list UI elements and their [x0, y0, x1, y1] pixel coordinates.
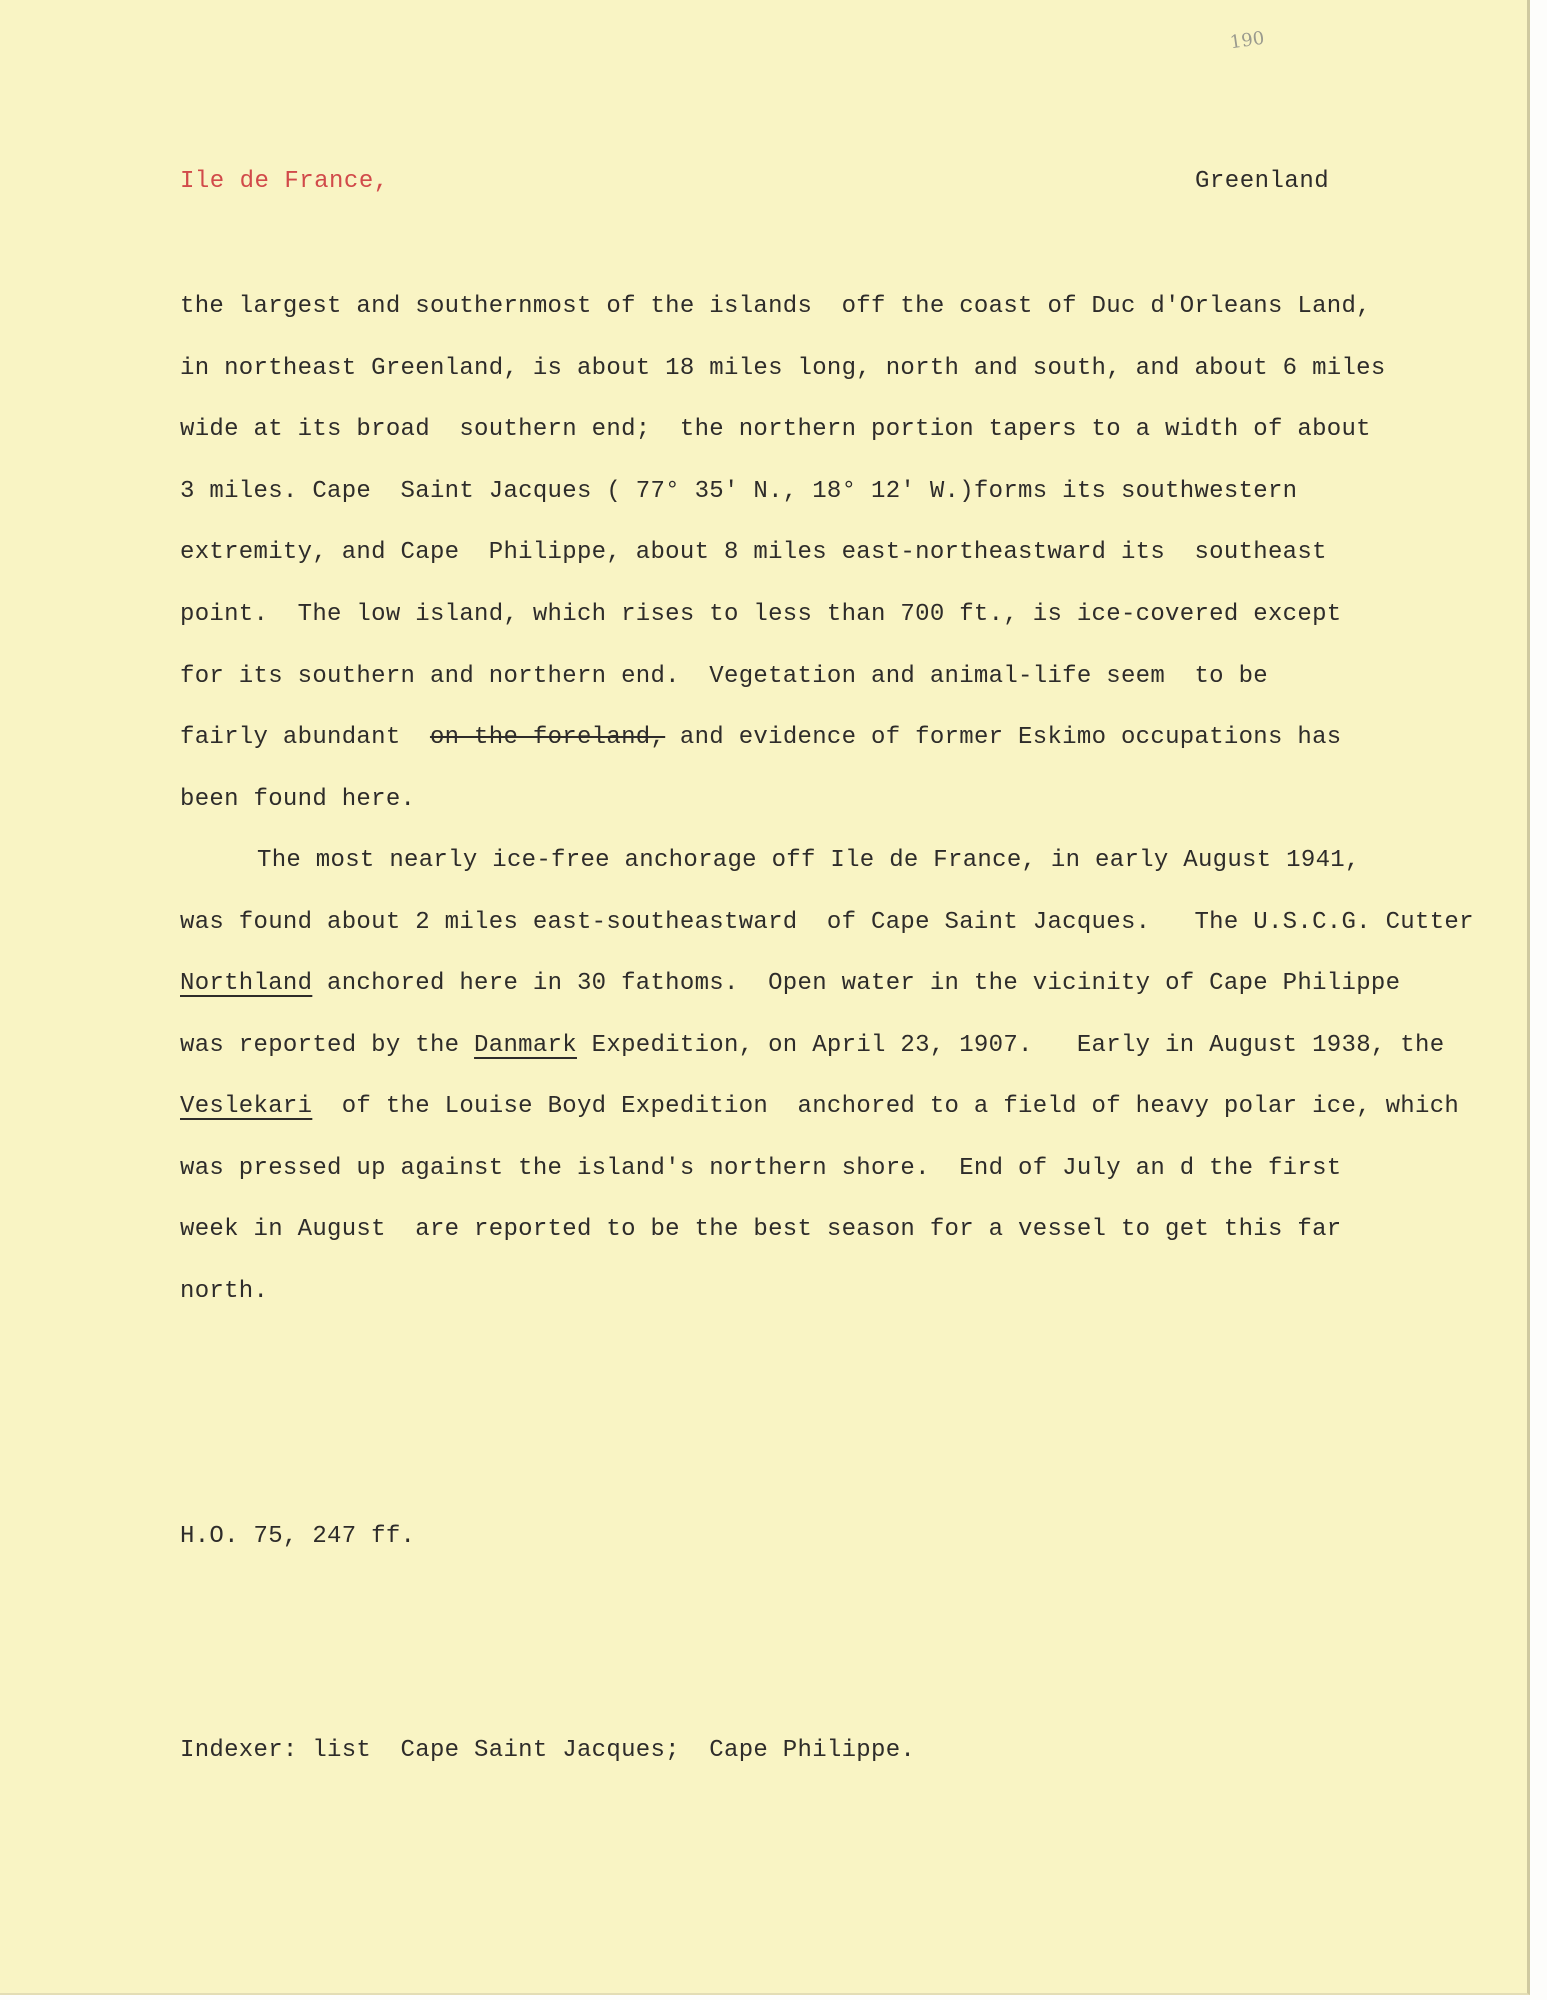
- paragraph-line: north.: [180, 1278, 269, 1305]
- line-text: was reported by the: [180, 1032, 475, 1059]
- source-reference: H.O. 75, 247 ff.: [180, 1523, 416, 1550]
- indexer-note: Indexer: list Cape Saint Jacques; Cape Philippe.: [180, 1737, 916, 1764]
- line-text: anchored here in 30 fathoms. Open water in the vicinity of Cape Philippe: [312, 970, 1401, 997]
- paragraph-line: [180, 969, 1400, 999]
- paragraph-line: was found about 2 miles east-southeastward of Cape Saint Jacques. The U.S.C.G. Cutter: [180, 909, 1474, 936]
- paragraph-line: wide at its broad southern end; the northern portion tapers to a width of about: [180, 416, 1371, 443]
- line-text: Expedition, on April 23, 1907. Early in August 1938, the: [576, 1032, 1445, 1059]
- line-text: and evidence of former Eskimo occupations has: [665, 724, 1342, 751]
- paragraph-line: the largest and southernmost of the islands off the coast of Duc d'Orleans Land,: [180, 293, 1371, 320]
- paragraph-line: [180, 1092, 1459, 1122]
- entry-region: Greenland: [1195, 168, 1330, 195]
- expedition-name: Danmark: [474, 1032, 577, 1059]
- paragraph-line: 3 miles. Cape Saint Jacques ( 77° 35' N., 18° 12' W.)forms its southwestern: [180, 478, 1298, 505]
- paragraph-line: for its southern and northern end. Vegetation and animal-life seem to be: [180, 663, 1268, 690]
- line-text: of the Louise Boyd Expedition anchored to a field of heavy polar ice, which: [312, 1093, 1460, 1120]
- paragraph-line: was pressed up against the island's northern shore. End of July an d the first: [180, 1155, 1342, 1182]
- line-text: fairly abundant: [180, 724, 430, 751]
- ship-name: Veslekari: [180, 1093, 313, 1120]
- paragraph-line: in northeast Greenland, is about 18 miles long, north and south, and about 6 miles: [180, 355, 1386, 382]
- archive-number: 190: [1228, 27, 1266, 54]
- ship-name: Northland: [180, 970, 313, 997]
- paragraph-line: week in August are reported to be the best season for a vessel to get this far: [180, 1216, 1342, 1243]
- paragraph-line: point. The low island, which rises to less than 700 ft., is ice-covered except: [180, 601, 1342, 628]
- paragraph-line: [180, 723, 1342, 753]
- paragraph-line: extremity, and Cape Philippe, about 8 miles east-northeastward its southeast: [180, 539, 1327, 566]
- paragraph-line: been found here.: [180, 786, 416, 813]
- paragraph-line: The most nearly ice-free anchorage off Ile de France, in early August 1941,: [257, 847, 1360, 874]
- paragraph-line: [180, 1031, 1444, 1061]
- struck-text: on the foreland,: [429, 724, 666, 751]
- entry-title: Ile de France,: [180, 168, 389, 195]
